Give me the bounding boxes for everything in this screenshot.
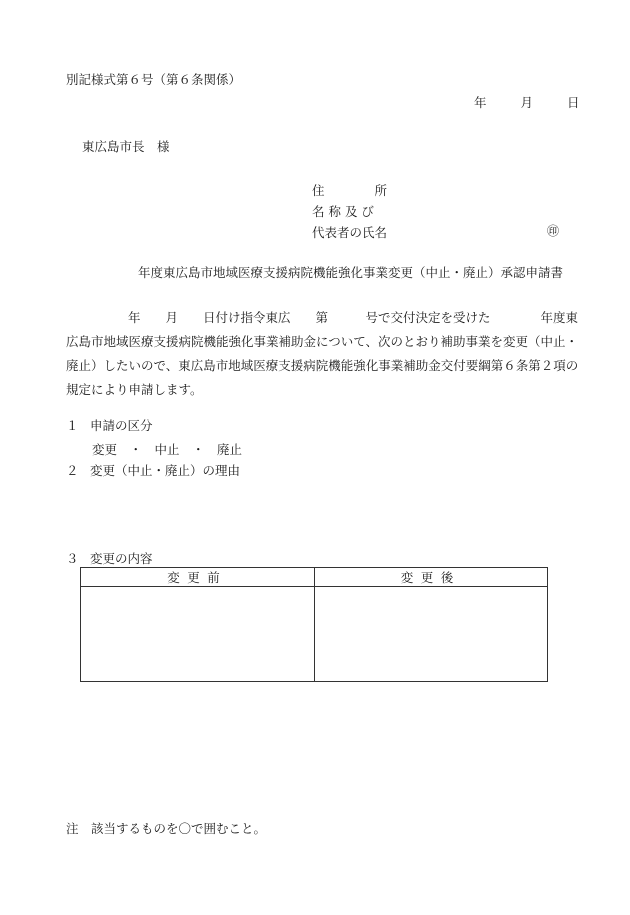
column-header-before: 変更前 xyxy=(81,568,315,587)
section-1-title: 申請の区分 xyxy=(90,418,153,433)
applicant-block xyxy=(312,180,392,243)
column-header-after: 変更後 xyxy=(314,568,548,587)
addressee: 東広島市長 様 xyxy=(82,139,170,154)
section-1-number: １ xyxy=(66,418,79,433)
address-label: 住 所 xyxy=(312,183,388,198)
document-title: 年度東広島市地域医療支援病院機能強化事業変更（中止・廃止）承認申請書 xyxy=(138,265,564,280)
name-label: 名 称 及 び xyxy=(312,204,374,219)
date-day: 日 xyxy=(566,95,580,110)
changes-table xyxy=(80,567,548,682)
date-line xyxy=(474,93,579,111)
seal-mark: ㊞ xyxy=(547,224,560,238)
footnote: 注 該当するものを〇で囲むこと。 xyxy=(66,821,267,836)
body-line-4: 規定により申請します。 xyxy=(66,382,203,397)
section-3-number: ３ xyxy=(66,551,79,566)
form-id: 別記様式第６号（第６条関係） xyxy=(66,72,242,87)
section-3-heading xyxy=(66,549,153,567)
application-type-options: 変更 ・ 中止 ・ 廃止 xyxy=(92,442,243,457)
section-3-title: 変更の内容 xyxy=(90,551,153,566)
body-line-3: 廃止）したいので、東広島市地域医療支援病院機能強化事業補助金交付要綱第６条第２項の xyxy=(66,358,579,373)
section-1-heading xyxy=(66,416,153,434)
representative-label: 代表者の氏名 xyxy=(312,225,388,240)
after-cell[interactable] xyxy=(314,587,548,682)
body-paragraph xyxy=(66,306,579,402)
body-line-2: 広島市地域医療支援病院機能強化事業補助金について、次のとおり補助事業を変更（中止・ xyxy=(66,334,579,349)
date-month: 月 xyxy=(520,95,533,110)
before-cell[interactable] xyxy=(81,587,315,682)
body-line-1: 年 月 日付け指令東広 第 号で交付決定を受けた 年度東 xyxy=(128,310,579,325)
section-2-number: ２ xyxy=(66,463,79,478)
date-year: 年 xyxy=(474,95,487,110)
section-2-heading xyxy=(66,461,240,479)
section-2-title: 変更（中止・廃止）の理由 xyxy=(90,463,241,478)
